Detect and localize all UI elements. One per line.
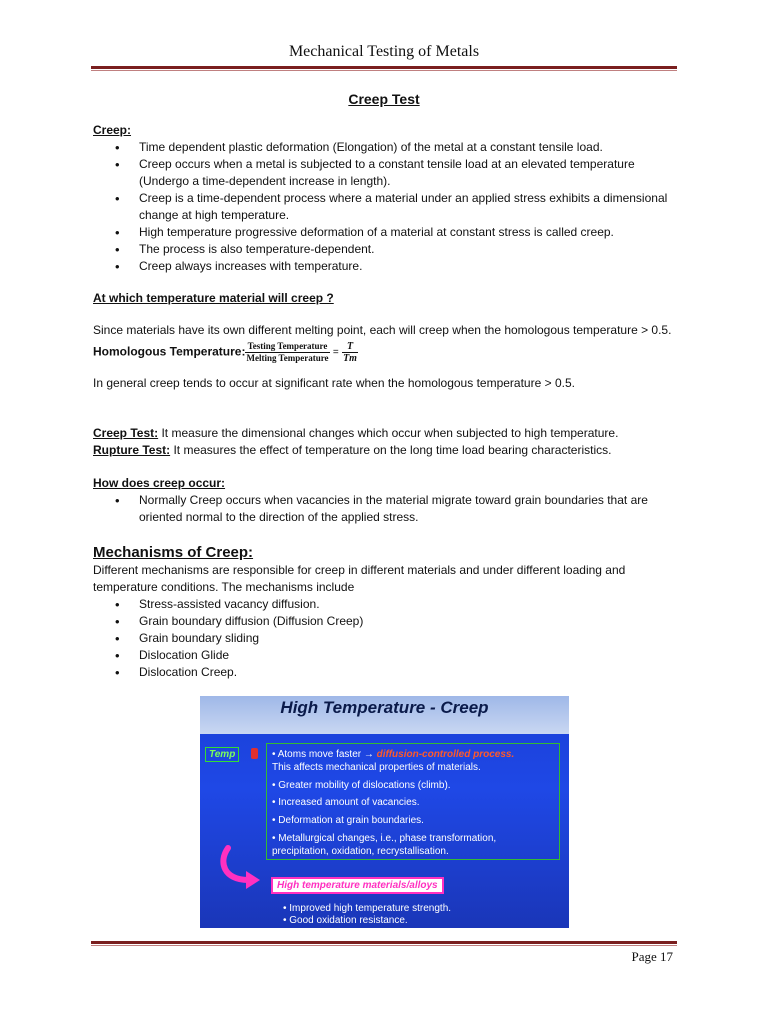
creep-slide-image <box>200 696 569 928</box>
list-item: • Stress-assisted vacancy diffusion. <box>93 596 675 613</box>
slide-line-1a: • Atoms move faster → <box>272 749 374 760</box>
creep-test-text: It measure the dimensional changes which occur when subjected to high temperature. <box>158 426 619 440</box>
temperature-section <box>93 290 675 392</box>
mechanisms-list <box>93 596 675 681</box>
list-item: • Creep always increases with temperature. <box>93 258 675 275</box>
list-item: • The process is also temperature-dependent. <box>93 241 675 258</box>
list-item: • Dislocation Creep. <box>93 664 675 681</box>
slide-line-3: • Greater mobility of dislocations (climb). <box>272 780 451 791</box>
creep-test-label: Creep Test: <box>93 426 159 440</box>
homologous-formula <box>93 341 675 364</box>
creep-list <box>93 139 675 275</box>
header-rule <box>91 66 677 69</box>
mechanisms-intro: Different mechanisms are responsible for creep in different materials and under different loading and temperature conditions. The mechanisms include <box>93 563 626 594</box>
creep-heading: Creep: <box>93 123 132 137</box>
how-section <box>93 475 675 526</box>
mechanisms-section <box>93 544 675 681</box>
symbol-t: T <box>346 341 354 352</box>
header-title: Mechanical Testing of Metals <box>288 43 480 60</box>
homologous-label: Homologous Temperature: <box>93 344 246 359</box>
how-list <box>93 492 675 526</box>
rupture-test-line <box>93 442 675 459</box>
header-rule-thin <box>91 70 677 71</box>
how-heading: How does creep occur: <box>93 476 226 490</box>
symbol-tm: Tm <box>343 353 357 364</box>
creep-test-line <box>93 425 675 442</box>
fraction-numerator: Testing Temperature <box>245 341 329 353</box>
slide-line-1 <box>272 749 514 761</box>
slide-line-6: • Metallurgical changes, i.e., phase transformation, <box>272 833 497 844</box>
general-statement: In general creep tends to occur at significant rate when the homologous temperature > 0.5. <box>93 376 575 390</box>
fraction-symbols <box>342 341 358 364</box>
slide-line-8: • Improved high temperature strength. <box>283 903 452 914</box>
page-number: Page 17 <box>631 949 673 964</box>
list-item: • Grain boundary sliding <box>93 630 675 647</box>
slide-line-7: precipitation, oxidation, recrystallisation. <box>272 846 449 857</box>
footer-rule <box>91 941 677 944</box>
tests-section <box>93 425 675 459</box>
temp-label: Temp <box>205 747 239 762</box>
page-title: Creep Test <box>348 91 420 107</box>
temperature-heading: At which temperature material will creep ? <box>93 291 334 305</box>
rupture-test-label: Rupture Test: <box>93 443 171 457</box>
footer-rule-thin <box>91 945 677 946</box>
list-item: • Dislocation Glide <box>93 647 675 664</box>
curved-arrow-icon <box>218 844 266 892</box>
slide-title: High Temperature - Creep <box>200 696 569 734</box>
equals-sign: = <box>332 347 339 358</box>
slide-line-1b: diffusion-controlled process <box>376 749 512 760</box>
list-item: • Grain boundary diffusion (Diffusion Creep) <box>93 613 675 630</box>
slide-line-2: This affects mechanical properties of materials. <box>272 762 481 773</box>
temperature-paragraph: Since materials have its own different melting point, each will creep when the homologous temperature > 0.5. <box>93 323 672 337</box>
slide-line-4: • Increased amount of vacancies. <box>272 797 420 808</box>
materials-label: High temperature materials/alloys <box>271 877 444 894</box>
thermometer-icon <box>251 748 258 759</box>
creep-section <box>93 122 675 275</box>
slide-line-5: • Deformation at grain boundaries. <box>272 815 424 826</box>
list-item: • Normally Creep occurs when vacancies in the material migrate toward grain boundaries that are oriented normal to the direction of the applied stress. <box>93 492 675 526</box>
fraction-denominator: Melting Temperature <box>246 353 329 363</box>
mechanisms-heading: Mechanisms of Creep: <box>93 544 254 561</box>
slide-line-1c: . <box>511 749 515 760</box>
list-item: • Creep is a time-dependent process where a material under an applied stress exhibits a dimensional change at high temperature. <box>93 190 675 224</box>
fraction-temperatures <box>245 341 329 364</box>
list-item: • Time dependent plastic deformation (Elongation) of the metal at a constant tensile load. <box>93 139 675 156</box>
rupture-test-text: It measures the effect of temperature on the long time load bearing characteristics. <box>170 443 612 457</box>
list-item: • High temperature progressive deformation of a material at constant stress is called creep. <box>93 224 675 241</box>
list-item: • Creep occurs when a metal is subjected to a constant tensile load at an elevated temperature (Undergo a time-dependent increase in length). <box>93 156 675 190</box>
slide-line-9: • Good oxidation resistance. <box>283 915 408 926</box>
